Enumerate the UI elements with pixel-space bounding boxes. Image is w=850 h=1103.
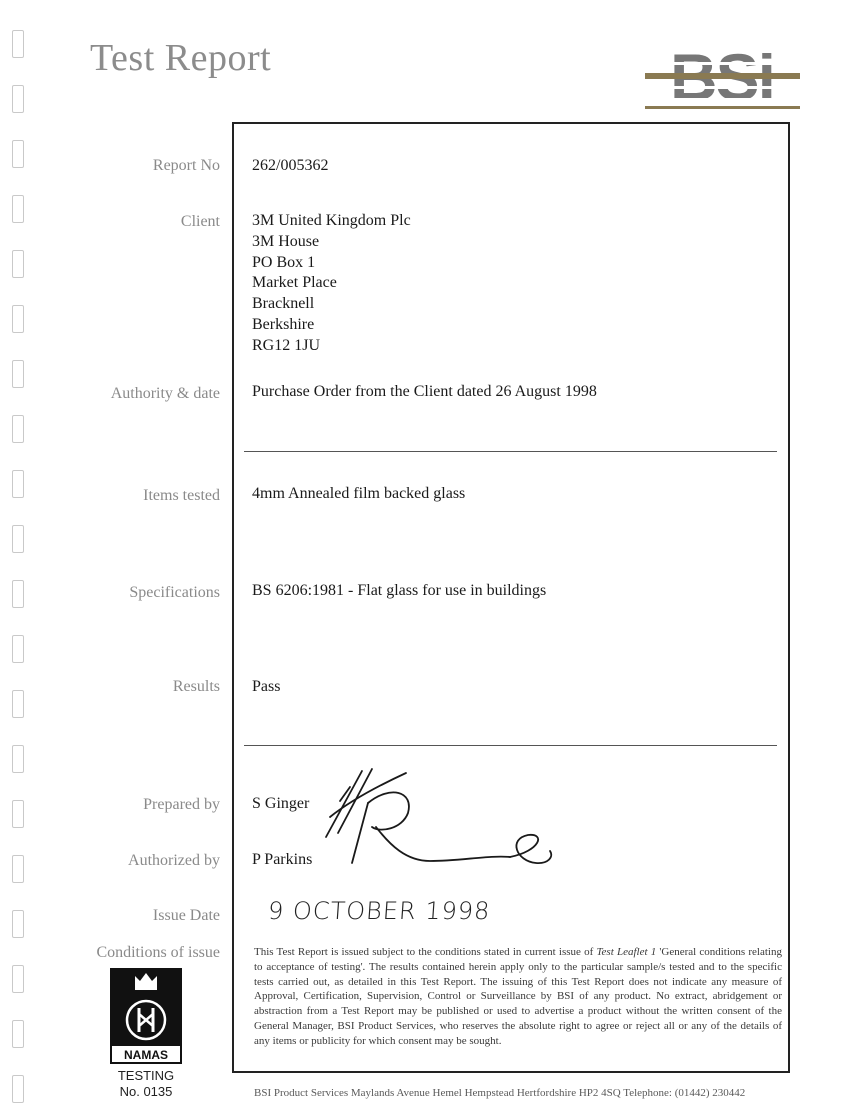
binder-hole	[12, 855, 24, 883]
authorized-by-value: P Parkins	[252, 851, 313, 868]
binder-hole	[12, 305, 24, 333]
page-title: Test Report	[90, 37, 272, 79]
results-value: Pass	[252, 678, 281, 695]
binder-hole	[12, 635, 24, 663]
items-tested-label: Items tested	[143, 487, 220, 504]
client-line: 3M United Kingdom Plc	[252, 212, 411, 229]
results-label: Results	[172, 678, 220, 695]
namas-badge-text: NAMAS	[124, 1048, 168, 1062]
specifications-label: Specifications	[129, 584, 220, 601]
binder-hole	[12, 140, 24, 168]
binder-hole	[12, 415, 24, 443]
accreditation-number: No. 0135	[119, 1084, 173, 1099]
binder-hole	[12, 525, 24, 553]
binder-hole	[12, 470, 24, 498]
report-no-value: 262/005362	[252, 157, 329, 174]
authorized-by-label: Authorized by	[128, 852, 220, 869]
specifications-value: BS 6206:1981 - Flat glass for use in buildings	[252, 582, 547, 599]
conditions-text-part: 'General conditions relating to acceptance of testing'. The results contained herein apply only to the particular sample/s tested and to the specific tests carried out, as detailed in this Test Report. The issuing of this Test Report does not indicate any measure of Approval, Certification, Supervision, Control or Surveillance by BSI of any product. No extract, abridgement or abstraction from a Test Report may be published or used to advertise a product without the written consent of the General Manager, BSI Product Services, who reserves the absolute right to agree or reject all or any of the details of any items or publicity for which consent may be sought.	[254, 946, 782, 1047]
client-line: 3M House	[252, 232, 320, 250]
binder-hole	[12, 800, 24, 828]
conditions-label: Conditions of issue	[96, 944, 220, 961]
issue-date-label: Issue Date	[152, 907, 220, 924]
client-label: Client	[180, 213, 220, 230]
binder-hole	[12, 580, 24, 608]
client-line: Market Place	[252, 274, 337, 292]
binder-hole	[12, 910, 24, 938]
binder-hole	[12, 965, 24, 993]
prepared-by-value: S Ginger	[252, 795, 310, 812]
binder-hole	[12, 195, 24, 223]
handwritten-signatures	[310, 765, 560, 875]
footer-address: BSI Product Services Maylands Avenue Hemel Hempstead Hertfordshire HP2 4SQ Telephone: (01442) 230442	[254, 1087, 746, 1099]
items-tested-value: 4mm Annealed film backed glass	[252, 485, 466, 502]
conditions-text	[254, 945, 782, 1049]
binder-hole	[12, 745, 24, 773]
binder-hole	[12, 690, 24, 718]
issue-date-value: 9 OCTOBER 1998	[267, 897, 492, 925]
conditions-text-part: This Test Report is issued subject to the conditions stated in current issue of	[254, 946, 597, 958]
authority-value: Purchase Order from the Client dated 26 August 1998	[252, 383, 597, 400]
conditions-text-leaflet: Test Leaflet 1	[596, 946, 657, 958]
client-line: PO Box 1	[252, 253, 316, 271]
section-divider	[244, 745, 777, 746]
accreditation-line: TESTING	[117, 1068, 175, 1083]
binder-hole	[12, 250, 24, 278]
accreditation-caption	[92, 1068, 200, 1100]
binder-hole	[12, 1075, 24, 1103]
bsi-logo	[645, 42, 800, 112]
binder-hole	[12, 30, 24, 58]
client-line: Bracknell	[252, 295, 315, 313]
authority-label: Authority & date	[110, 385, 220, 402]
client-line: RG12 1JU	[252, 336, 321, 354]
binder-hole	[12, 360, 24, 388]
client-address	[252, 211, 411, 357]
namas-accreditation-badge	[110, 968, 182, 1064]
client-line: Berkshire	[252, 315, 315, 333]
report-no-label: Report No	[152, 157, 220, 174]
binder-hole	[12, 85, 24, 113]
binder-hole	[12, 1020, 24, 1048]
prepared-by-label: Prepared by	[143, 796, 220, 813]
section-divider	[244, 451, 777, 452]
